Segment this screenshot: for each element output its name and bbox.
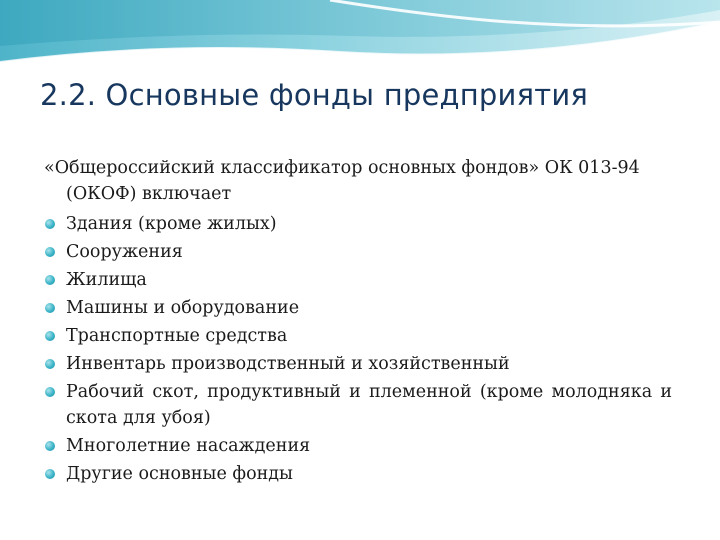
list-item (44, 322, 672, 350)
bullet-icon (45, 275, 55, 285)
list-item-text: Здания (кроме жилых) (66, 214, 277, 234)
list-item (44, 266, 672, 294)
bullet-icon (45, 219, 55, 229)
list-item-text: Рабочий скот, продуктивный и племенной (кроме молодняка и скота для убоя) (66, 382, 672, 428)
list-item (44, 379, 672, 431)
bullet-icon (45, 359, 55, 369)
list-item-text: Машины и оборудование (66, 298, 300, 318)
slide-title: 2.2. Основные фонды предприятия (40, 78, 589, 112)
bullet-icon (45, 331, 55, 341)
header-wave-decoration (0, 0, 720, 80)
list-item-text: Сооружения (66, 242, 183, 262)
list-item (44, 432, 672, 460)
list-item (44, 460, 672, 488)
bullet-icon (45, 387, 55, 397)
list-item (44, 210, 672, 238)
intro-text: «Общероссийский классификатор основных фондов» ОК 013-94 (ОКОФ) включает (44, 158, 640, 204)
list-item-text: Инвентарь производственный и хозяйственный (66, 354, 510, 374)
bullet-list (44, 210, 672, 488)
list-item (44, 294, 672, 322)
list-item (44, 238, 672, 266)
bullet-icon (45, 303, 55, 313)
list-item (44, 350, 672, 378)
bullet-icon (45, 441, 55, 451)
list-item-text: Транспортные средства (66, 326, 288, 346)
bullet-icon (45, 247, 55, 257)
slide-content (44, 155, 672, 488)
list-item-text: Другие основные фонды (66, 464, 293, 484)
list-item-text: Многолетние насаждения (66, 436, 311, 456)
bullet-icon (45, 469, 55, 479)
list-item-text: Жилища (66, 270, 147, 290)
